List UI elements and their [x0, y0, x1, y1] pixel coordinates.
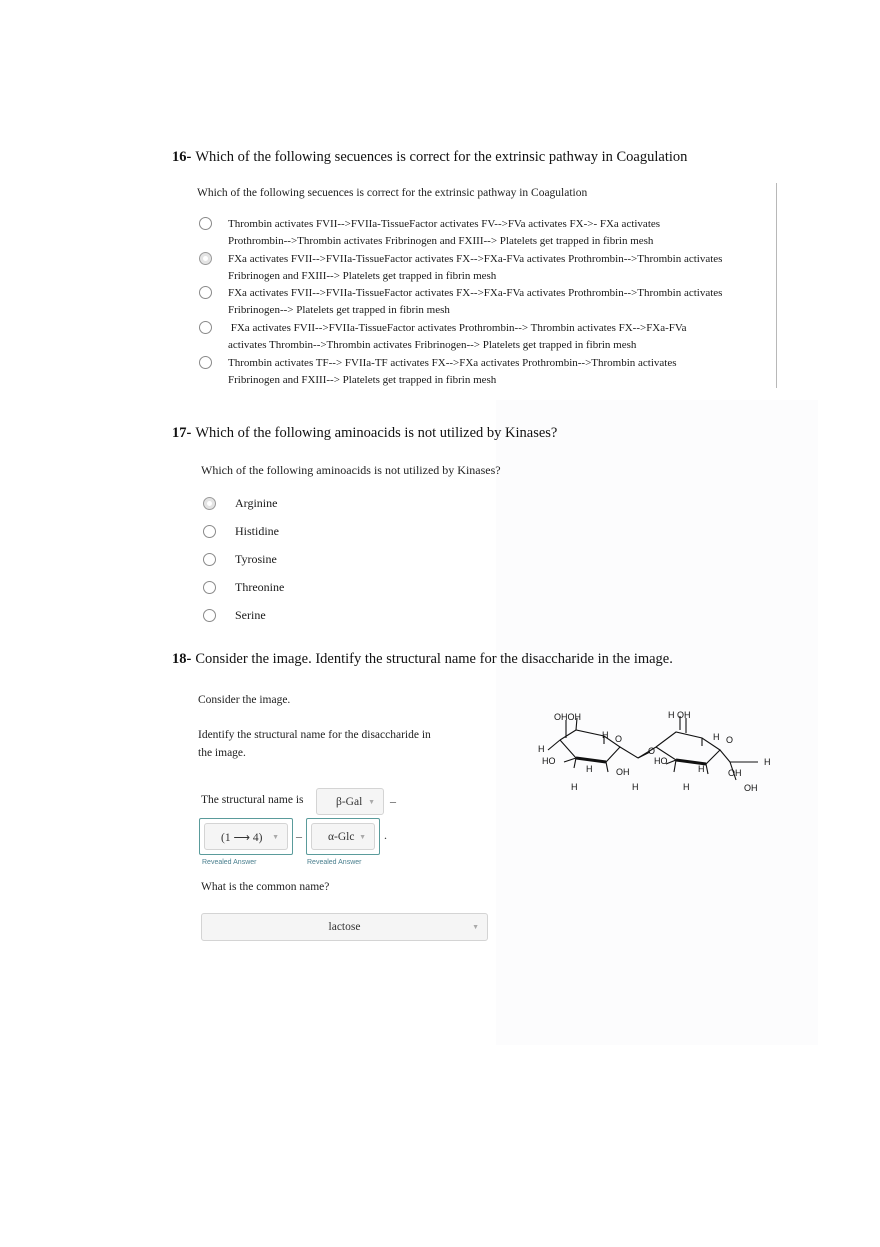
q16-radio-2[interactable] [199, 286, 212, 299]
q16-number: 16- [172, 149, 192, 165]
q17-radio-2[interactable] [203, 553, 216, 566]
dash-2: – [296, 829, 302, 843]
q16-radio-0[interactable] [199, 217, 212, 230]
q17-number: 17- [172, 425, 192, 441]
caret-down-icon: ▼ [472, 923, 479, 931]
q16-option-3[interactable]: FXa activates FVII-->FVIIa-TissueFactor activates Prothrombin--> Thrombin activates FX-->FXa-FVa activates Thrombin-->Thrombin activates Fribrinogen--> Platelets get trapped in fibrin mesh [228, 322, 687, 351]
label-o-glycosidic: O [648, 746, 656, 756]
q17-radio-1[interactable] [203, 525, 216, 538]
q17-option-1[interactable]: Histidine [235, 524, 279, 538]
label-h-bottom-3: H [683, 782, 690, 792]
period: . [384, 828, 387, 842]
label-ho-left: HO [542, 756, 556, 766]
revealed-answer-1: Revealed Answer [202, 859, 257, 866]
q18-prompt-line2: the image. [198, 747, 246, 759]
q16-radio-3[interactable] [199, 321, 212, 334]
q16-radio-1[interactable] [199, 252, 212, 265]
label-h-bottom-1: H [571, 782, 578, 792]
label-h-left: H [538, 744, 545, 754]
q17-heading-text: Which of the following aminoacids is not utilized by Kinases? [195, 425, 558, 441]
q16-radio-4[interactable] [199, 356, 212, 369]
second-unit-select[interactable] [311, 823, 375, 850]
caret-down-icon: ▼ [272, 832, 279, 841]
label-h-mid-left: H [586, 764, 593, 774]
label-h-ring-left: H [602, 730, 609, 740]
q16-option-4[interactable]: Thrombin activates TF--> FVIIa-TF activates FX-->FXa activates Prothrombin-->Thrombin activates Fribrinogen and FXIII--> Platelets get trapped in fibrin mesh [228, 357, 677, 386]
first-unit-value: β-Gal [336, 795, 363, 808]
label-h-bottom-2: H [632, 782, 639, 792]
structural-name-label: The structural name is [201, 794, 304, 806]
q17-option-4[interactable]: Serine [235, 608, 266, 622]
label-o-ring-left: O [615, 734, 623, 744]
q16-panel-title: Which of the following secuences is correct for the extrinsic pathway in Coagulation [197, 187, 588, 199]
linkage-select[interactable] [204, 823, 288, 850]
q16-option-2[interactable]: FXa activates FVII-->FVIIa-TissueFactor activates FX-->FXa-FVa activates Prothrombin-->Thrombin activates Fribrinogen--> Platelets get trapped in fibrin mesh [228, 287, 723, 316]
dash-1: – [390, 794, 396, 808]
q16-option-0[interactable]: Thrombin activates FVII-->FVIIa-TissueFactor activates FV-->FVa activates FX->- FXa activates Prothrombin-->Thrombin activates Fribrinogen and FXIII--> Platelets get trapped in fibrin mesh [228, 218, 661, 247]
label-oh-bottom: OH [744, 783, 758, 793]
q17-option-2[interactable]: Tyrosine [235, 552, 277, 566]
label-oh-right: OH [728, 768, 742, 778]
q16-option-1[interactable]: FXa activates FVII-->FVIIa-TissueFactor activates FX-->FXa-FVa activates Prothrombin-->Thrombin activates Fribrinogen and FXIII--> Platelets get trapped in fibrin mesh [228, 253, 723, 282]
q18-number: 18- [172, 651, 192, 667]
q18-intro: Consider the image. [198, 694, 291, 706]
label-h-oh: H OH [668, 710, 691, 720]
q17-heading [172, 425, 557, 442]
revealed-answer-2: Revealed Answer [307, 859, 362, 866]
label-ohoh: OHOH [554, 712, 581, 722]
q17-option-3[interactable]: Threonine [235, 580, 285, 594]
label-h-ring-right: H [713, 732, 720, 742]
q16-heading [172, 149, 687, 166]
caret-down-icon: ▼ [368, 797, 375, 806]
q18-heading-text: Consider the image. Identify the structural name for the disaccharide in the image. [195, 651, 673, 667]
q17-radio-0[interactable] [203, 497, 216, 510]
linkage-value: (1 ⟶ 4) [221, 831, 263, 844]
disaccharide-structure [530, 700, 780, 800]
q16-panel-border [776, 183, 777, 388]
common-name-select[interactable] [201, 913, 488, 941]
q17-option-0[interactable]: Arginine [235, 496, 278, 510]
q17-radio-3[interactable] [203, 581, 216, 594]
q17-radio-4[interactable] [203, 609, 216, 622]
second-unit-value: α-Glc [328, 830, 355, 843]
label-o-ring-right: O [726, 735, 734, 745]
label-h-far-right: H [764, 757, 771, 767]
q16-heading-text: Which of the following secuences is correct for the extrinsic pathway in Coagulation [195, 149, 688, 165]
first-unit-select[interactable] [316, 788, 384, 815]
label-oh-left: OH [616, 767, 630, 777]
caret-down-icon: ▼ [359, 832, 366, 841]
q18-heading [172, 651, 673, 668]
common-name-question: What is the common name? [201, 881, 330, 893]
q18-prompt-line1: Identify the structural name for the disaccharide in [198, 729, 431, 741]
label-h-mid-right: H [698, 764, 705, 774]
q17-panel-title: Which of the following aminoacids is not utilized by Kinases? [201, 463, 501, 477]
common-name-value: lactose [328, 921, 361, 933]
label-ho-right: HO [654, 756, 668, 766]
